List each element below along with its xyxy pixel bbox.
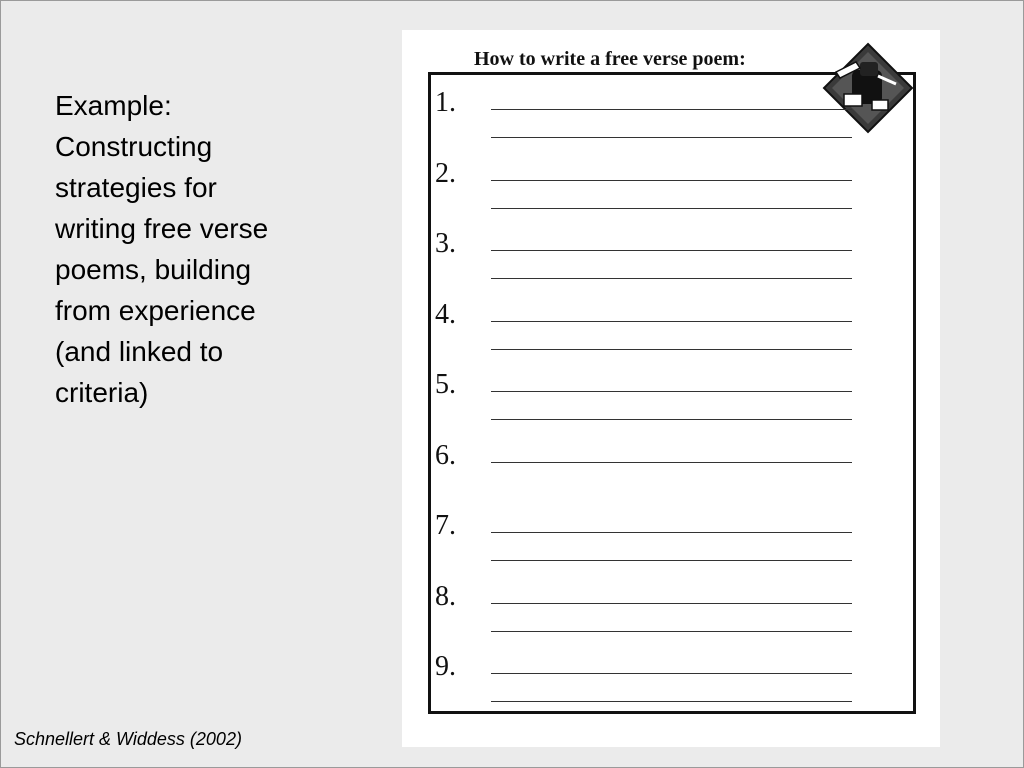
item-number: 6. <box>435 439 456 471</box>
writing-line <box>491 391 852 392</box>
writing-line <box>491 673 852 674</box>
item-number: 7. <box>435 510 456 541</box>
item-number: 3. <box>435 228 456 259</box>
body-line: criteria) <box>55 377 149 408</box>
writing-line <box>491 321 852 322</box>
writing-line <box>491 532 852 533</box>
writing-line <box>491 603 852 604</box>
item-number: 4. <box>435 298 456 330</box>
item-number: 1. <box>435 87 456 118</box>
writing-line <box>491 208 852 209</box>
writing-hands-diamond-icon <box>822 42 914 134</box>
body-line: (and linked to <box>55 336 224 367</box>
writing-line <box>491 250 852 251</box>
worksheet-title: How to write a free verse poem: <box>474 48 746 70</box>
writing-line <box>491 419 852 420</box>
writing-line <box>491 180 852 181</box>
body-line: from experience <box>55 295 256 326</box>
item-number: 9. <box>435 651 456 682</box>
worksheet-image <box>402 30 940 747</box>
writing-line <box>491 137 852 138</box>
item-number: 5. <box>435 369 456 400</box>
body-line: writing free verse <box>55 213 269 244</box>
body-line: poems, building <box>55 254 252 285</box>
body-line: Constructing <box>55 131 213 162</box>
writing-line <box>491 560 852 561</box>
body-line: strategies for <box>55 172 217 203</box>
writing-line <box>491 462 852 463</box>
writing-line <box>491 278 852 279</box>
worksheet-frame <box>428 72 916 714</box>
slide-body-text <box>55 85 355 413</box>
item-number: 2. <box>435 157 456 189</box>
writing-line <box>491 701 852 702</box>
writing-line <box>491 109 852 110</box>
body-line: Example: <box>55 90 172 121</box>
item-number: 8. <box>435 580 456 612</box>
writing-line <box>491 349 852 350</box>
writing-line <box>491 631 852 632</box>
citation: Schnellert & Widdess (2002) <box>14 729 242 749</box>
